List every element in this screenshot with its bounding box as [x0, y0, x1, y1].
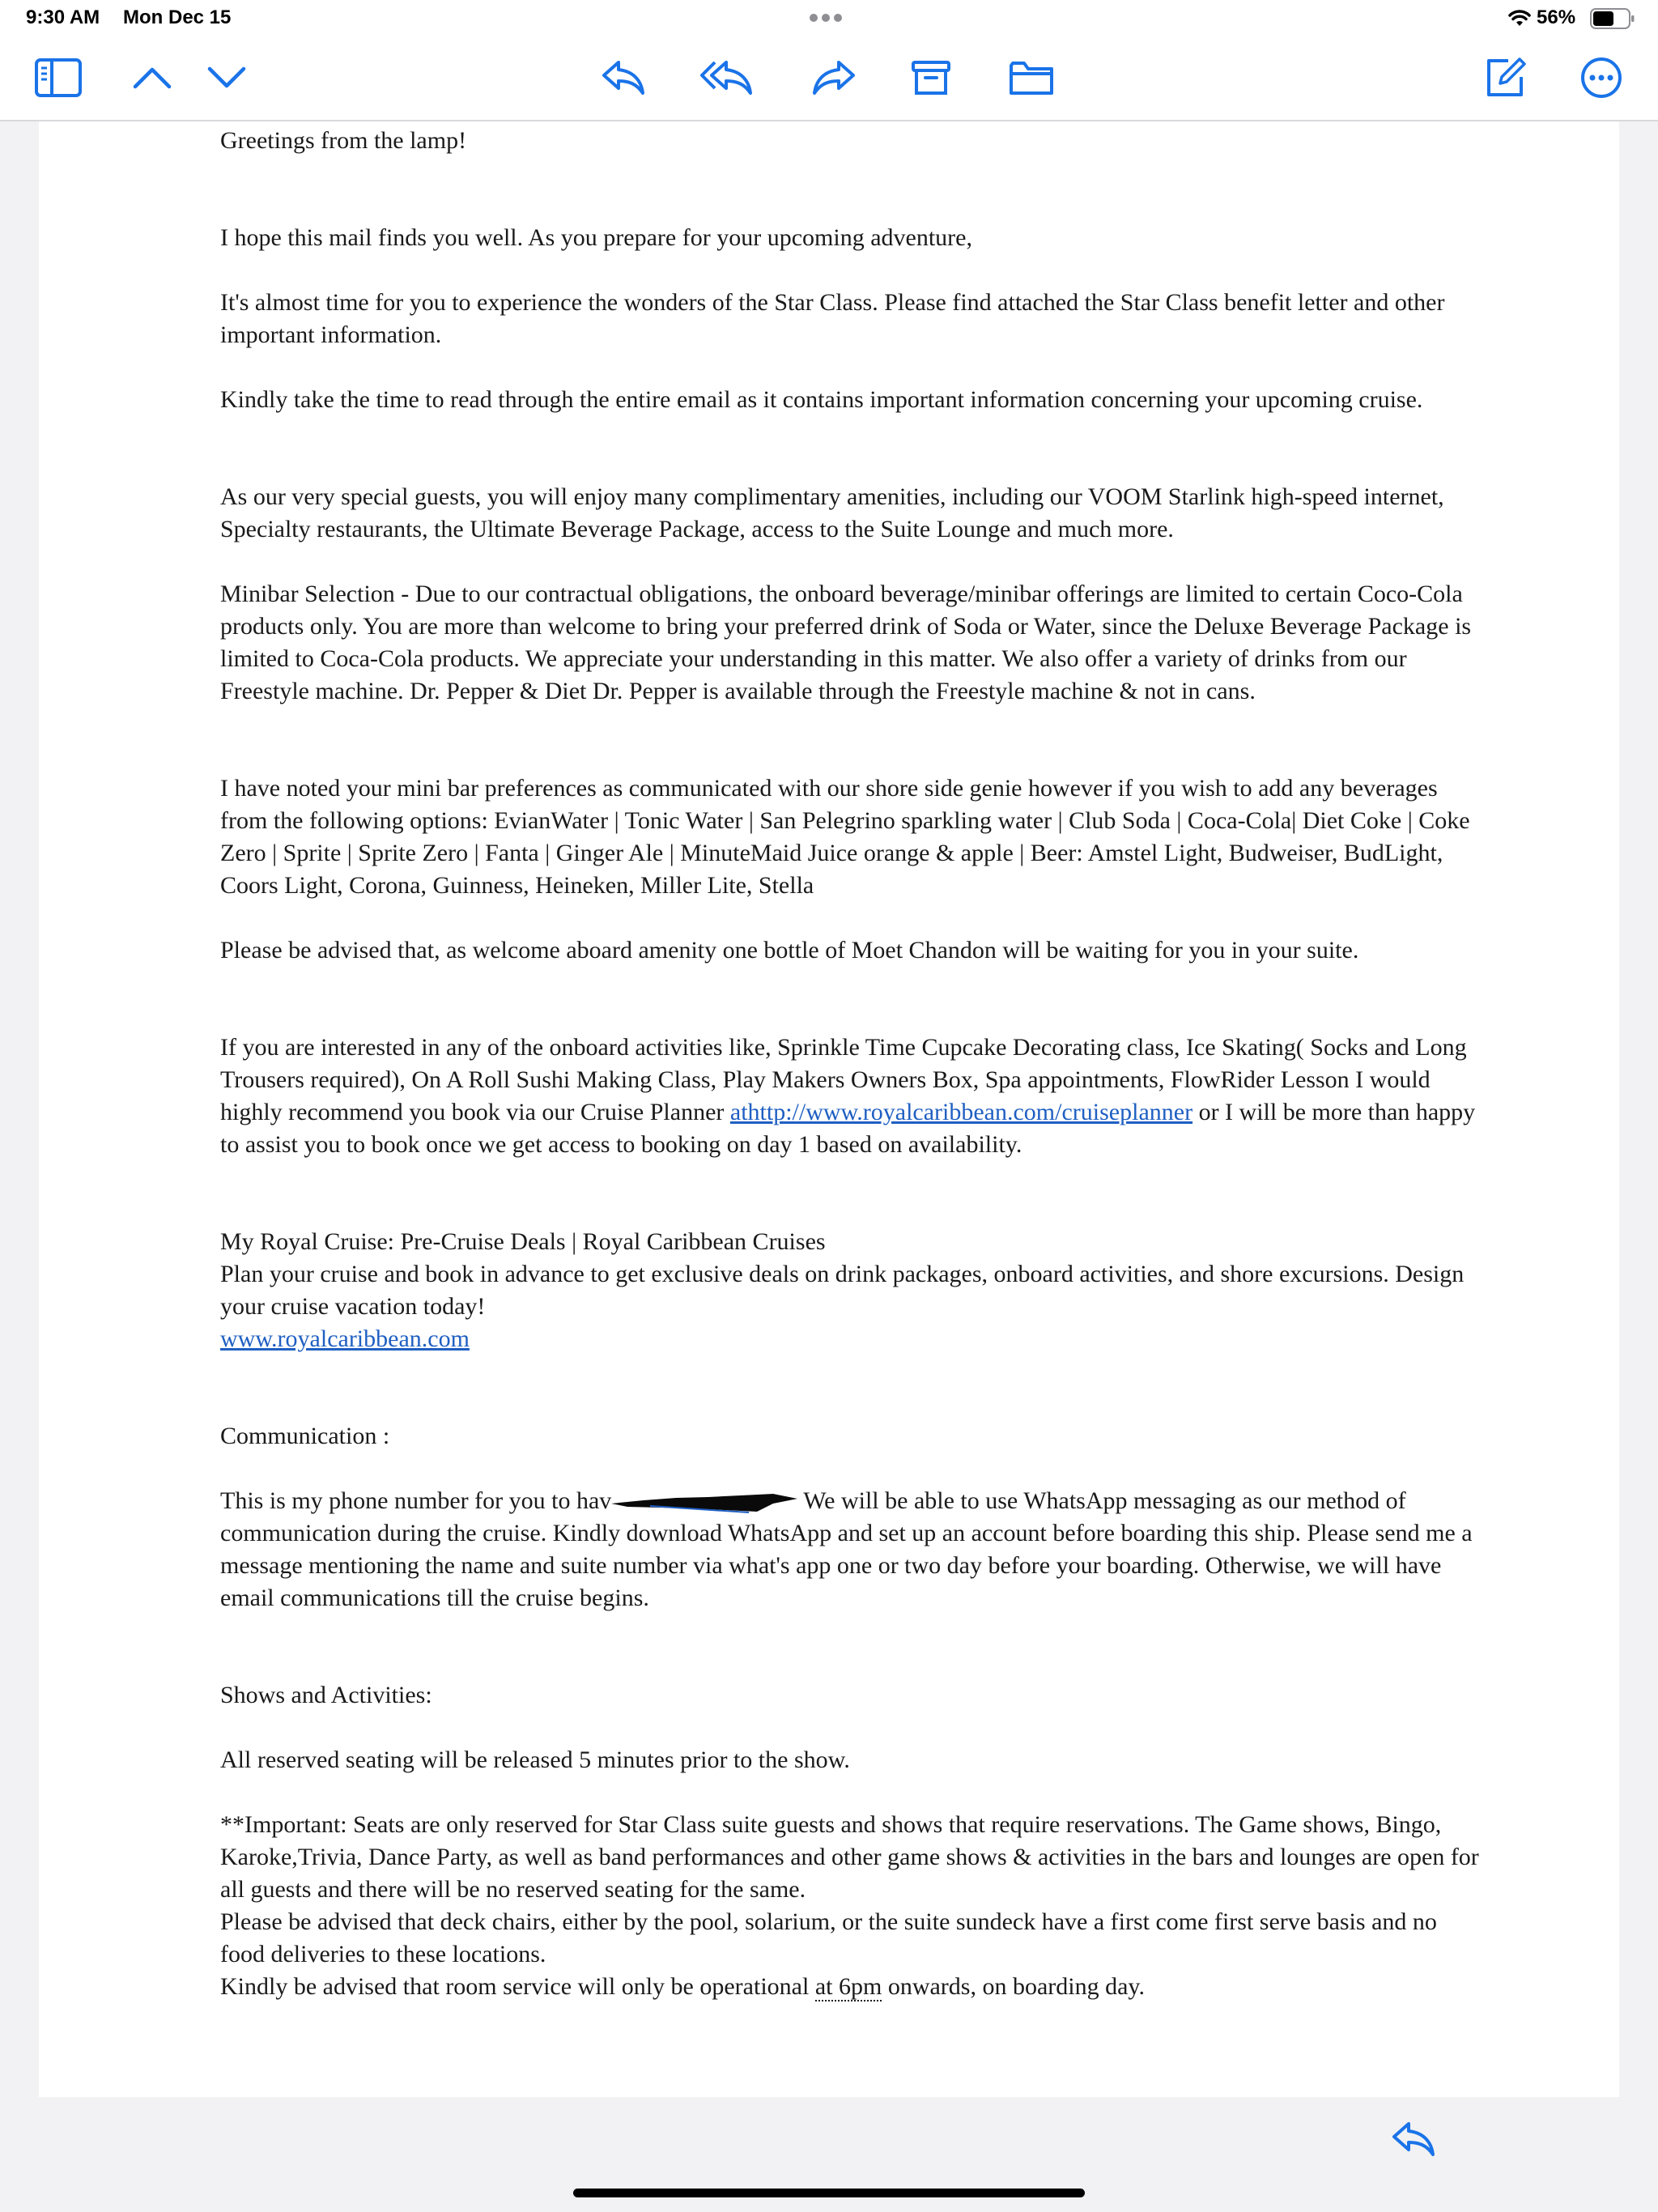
reply-icon [601, 59, 646, 100]
deck-chairs-paragraph: Please be advised that deck chairs, either by the pool, solarium, or the suite sundeck have a first come first serve basis and no food deliveries to these locations. [220, 1908, 1437, 1967]
archive-button[interactable] [905, 55, 957, 104]
more-icon [1579, 56, 1623, 104]
forward-button[interactable] [808, 55, 860, 104]
important-paragraph: **Important: Seats are only reserved for Star Class suite guests and shows that require reservations. The Game shows, Bingo, Karoke,Trivia, Dance Party, as well as band performances and other game shows & activities in the bars and lounges are open for all guests and there will be no reserved seating for the same. [220, 1811, 1479, 1903]
deals-paragraph [220, 1323, 1483, 1355]
reply-all-button[interactable] [701, 55, 753, 104]
read-email-paragraph: Kindly take the time to read through the entire email as it contains important information concerning your upcoming cruise. [220, 386, 1423, 413]
room-service-lead: Kindly be advised that room service will only be operational [220, 1973, 815, 2000]
reply-button[interactable] [597, 55, 649, 104]
previous-message-button[interactable] [126, 55, 178, 104]
compose-icon [1484, 56, 1528, 104]
intro-text: I hope this mail finds you well. As you prepare for your upcoming adventure, [220, 224, 972, 251]
mail-toolbar [0, 39, 1658, 121]
sidebar-toggle-button[interactable] [32, 55, 84, 104]
archive-icon [911, 59, 951, 100]
multitasking-dots-icon[interactable] [810, 11, 850, 23]
folder-icon [1009, 59, 1054, 100]
next-message-button[interactable] [201, 55, 253, 104]
reply-all-icon [700, 59, 754, 100]
bottom-bar [0, 2097, 1658, 2212]
deals-title: My Royal Cruise: Pre-Cruise Deals | Royal Caribbean Cruises [220, 1228, 826, 1255]
phone-paragraph [220, 1485, 1483, 1614]
compose-button[interactable] [1480, 55, 1532, 104]
chevron-up-icon [132, 66, 172, 94]
greeting-text: Greetings from the lamp! [220, 127, 467, 154]
activities-paragraph [220, 1032, 1483, 1161]
battery-percent: 56% [1537, 6, 1576, 28]
room-service-tail: onwards, on boarding day. [882, 1973, 1145, 2000]
reply-icon [1391, 2121, 1436, 2162]
activities-text: If you are interested in any of the onboard activities like, Sprinkle Time Cupcake Decorating class, Ice Skating( Socks and Long Trousers required), On A Roll Sushi Making Class, Play Makers Owners Box, Spa appointments, FlowRider Lesson I would highly recommend you book via our Cruise Planner [220, 1034, 1467, 1125]
minibar-paragraph: Minibar Selection - Due to our contractual obligations, the onboard beverage/minibar offerings are limited to certain Coco-Cola products only. You are more than welcome to bring your preferred drink of Soda or Water, since the Deluxe Beverage Package is limited to Coca-Cola products. We appreciate your understanding in this matter. We also offer a variety of drinks from our Freestyle machine. Dr. Pepper & Diet Dr. Pepper is available through the Freestyle machine & not in cans. [220, 581, 1472, 704]
shows-heading: Shows and Activities: [220, 1682, 432, 1708]
bottom-reply-button[interactable] [1386, 2116, 1441, 2165]
status-time: 9:30 AM [26, 6, 100, 28]
redacted-phone-number [611, 1491, 797, 1515]
more-options-button[interactable] [1575, 55, 1627, 104]
wifi-icon [1507, 8, 1532, 32]
phone-lead: This is my phone number for you to hav [220, 1487, 612, 1514]
deals-description: Plan your cruise and book in advance to get exclusive deals on drink packages, onboard activities, and shore excursions. Design your cruise vacation today! [220, 1261, 1465, 1320]
battery-icon [1590, 8, 1635, 33]
moet-paragraph: Please be advised that, as welcome aboard amenity one bottle of Moet Chandon will be waiting for you in your suite. [220, 937, 1359, 963]
communication-heading: Communication : [220, 1423, 390, 1449]
forward-icon [811, 59, 857, 100]
phone-tail: We will be able to use WhatsApp messaging as our method of communication during the cruise. Kindly download WhatsApp and set up an account before boarding this ship. Please send me a message mentioning the name and suite number via what's app one or two day before your boarding. Otherwise, we will have email communications till the cruise begins. [220, 1487, 1473, 1611]
sidebar-icon [34, 57, 83, 102]
chevron-down-icon [206, 66, 247, 94]
room-service-time[interactable]: at 6pm [814, 1973, 882, 2000]
royalcaribbean-link[interactable]: www.royalcaribbean.com [220, 1325, 470, 1352]
star-class-paragraph: It's almost time for you to experience the wonders of the Star Class. Please find attached the Star Class benefit letter and other important information. [220, 289, 1445, 348]
cruise-planner-link[interactable]: athttp://www.royalcaribbean.com/cruiseplanner [729, 1099, 1193, 1125]
message-view[interactable] [39, 121, 1619, 2097]
seating-paragraph: All reserved seating will be released 5 minutes prior to the show. [220, 1746, 850, 1773]
room-service-paragraph [220, 1971, 1483, 2003]
status-date: Mon Dec 15 [123, 6, 232, 28]
status-bar [0, 0, 1658, 39]
home-indicator[interactable] [573, 2189, 1085, 2197]
amenities-paragraph: As our very special guests, you will enjoy many complimentary amenities, including our VOOM Starlink high-speed internet, Specialty restaurants, the Ultimate Beverage Package, access to the Suite Lounge and much more. [220, 483, 1444, 542]
preferences-paragraph: I have noted your mini bar preferences as communicated with our shore side genie however if you wish to add any beverages from the following options: EvianWater | Tonic Water | San Pelegrino sparkling water | Club Soda | Coca-Cola| Diet Coke | Coke Zero | Sprite | Sprite Zero | Fanta | Ginger Ale | MinuteMaid Juice orange & apple | Beer: Amstel Light, Budweiser, BudLight, Coors Light, Corona, Guinness, Heineken, Miller Lite, Stella [220, 775, 1470, 899]
activities-tail: or I will be more than happy to assist you to book once we get access to booking on day 1 based on availability. [220, 1099, 1476, 1158]
move-to-folder-button[interactable] [1005, 55, 1057, 104]
